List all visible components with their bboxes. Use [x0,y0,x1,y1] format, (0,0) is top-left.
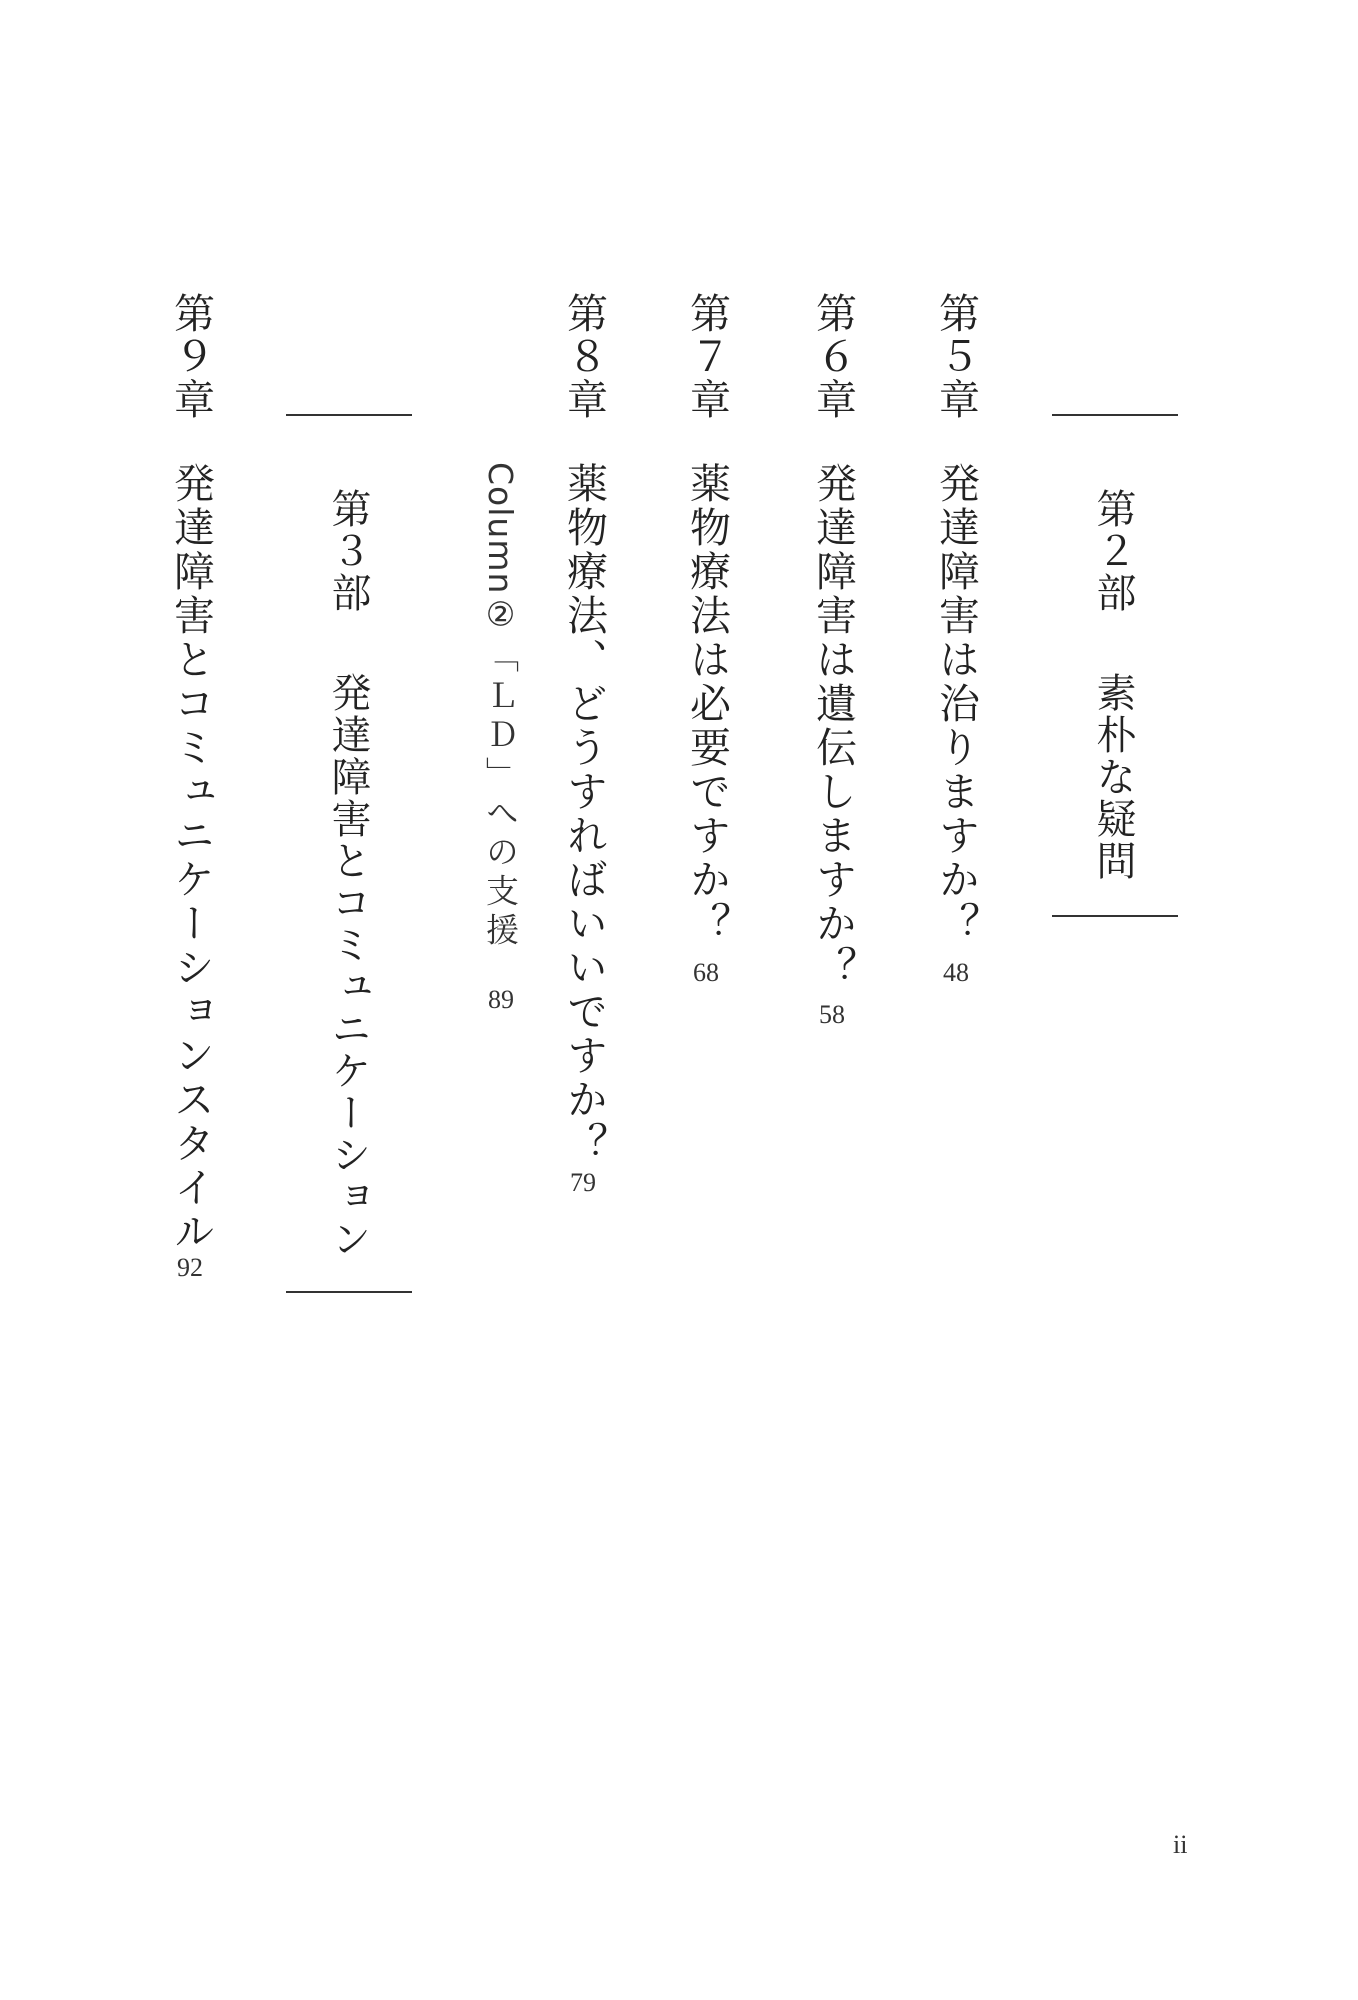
part3-top-rule [286,414,412,416]
part2-bottom-rule [1052,915,1178,917]
chapter5-title[interactable]: 発達障害は治りますか？ [932,462,980,946]
column2-title: 「ＬＤ」への支援 [481,639,520,952]
part2-title: 素朴な疑問 [1090,672,1136,882]
part2-heading[interactable] [1090,488,1136,882]
chapter7-title[interactable]: 薬物療法は必要ですか？ [683,462,731,946]
chapter5-label: 第５章 [932,292,980,421]
chapter6-title[interactable]: 発達障害は遺伝しますか？ [809,462,857,990]
column2-label: Column [481,462,520,595]
chapter6-page: 58 [819,1000,845,1029]
column2-number: ② [481,594,520,640]
chapter9-page: 92 [177,1253,203,1282]
chapter8-label: 第８章 [560,292,608,421]
column2-entry[interactable] [481,462,520,952]
part3-bottom-rule [286,1291,412,1293]
part3-title: 発達障害とコミュニケーション [325,672,371,1260]
chapter9-label: 第９章 [167,292,215,421]
part2-top-rule [1052,414,1178,416]
chapter7-page: 68 [693,958,719,987]
part3-heading[interactable] [325,488,371,1260]
chapter7-label: 第７章 [683,292,731,421]
chapter8-title[interactable]: 薬物療法、どうすればいいですか？ [560,462,608,1166]
folio-page-number: ii [1173,1830,1188,1859]
part3-label: 第３部 [325,488,371,614]
part2-label: 第２部 [1090,488,1136,614]
column2-page: 89 [488,985,514,1014]
chapter5-page: 48 [943,958,969,987]
chapter6-label: 第６章 [809,292,857,421]
chapter8-page: 79 [570,1168,596,1197]
chapter9-title[interactable]: 発達障害とコミュニケーションスタイル [167,462,215,1254]
